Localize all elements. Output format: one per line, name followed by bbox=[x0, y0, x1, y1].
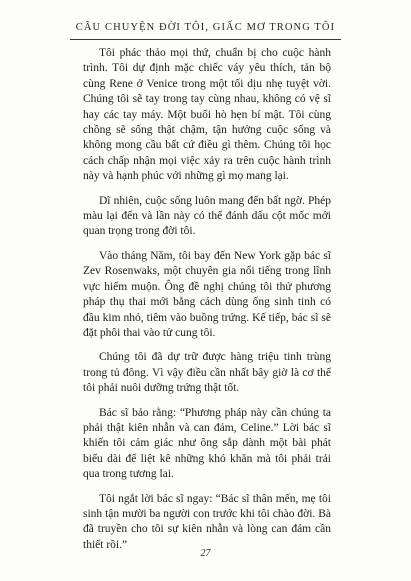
paragraph: Vào tháng Năm, tôi bay đến New York gặp bác sĩ Zev Rosenwaks, một chuyên gia nổi tiếng trong lĩnh vực hiếm muộn. Ông đề nghị chúng tôi thử phương pháp thụ thai mới bằng cách dùng ống sinh tinh có đầu kim nhỏ, tiêm vào buồng trứng. Kế tiếp, bác sĩ sẽ đặt phôi thai vào tử cung tôi. bbox=[83, 249, 331, 339]
paragraph: Dĩ nhiên, cuộc sống luôn mang đến bất ngờ. Phép màu lại đến và lần này có thể đánh dấu cột mốc mới quan trọng trong đời tôi. bbox=[83, 194, 331, 238]
paragraph: Tôi phác thảo mọi thứ, chuẩn bị cho cuộc hành trình. Tôi dự định mặc chiếc váy yêu thích, tản bộ cùng Rene ở Venice trong một tối dịu nhẹ tuyệt vời. Chúng tôi sẽ tay trong tay cùng nhau, không có vệ sĩ hay các tay máy. Một buổi hò hẹn bí mật. Tôi cùng chồng sẽ sống thật chậm, tận hưởng cuộc sống và không mong cầu bất cứ điều gì thêm. Chúng tôi học cách chấp nhận mọi việc xảy ra trên cuộc hành trình này và hạnh phúc với những gì mọ mang lại. bbox=[83, 47, 331, 183]
page-number: 27 bbox=[200, 548, 211, 559]
running-header: CÂU CHUYỆN ĐỜI TÔI, GIẤC MƠ TRONG TÔI bbox=[75, 22, 336, 33]
header-divider bbox=[70, 39, 341, 40]
paragraph: Tôi ngắt lời bác sĩ ngay: “Bác sĩ thân mến, mẹ tôi sinh tận mười ba người con trước khi tôi chào đời. Bà đã truyền cho tôi sự kiên nhẫn và lòng can đảm cần thiết rồi.” bbox=[83, 492, 331, 551]
paragraph: Chúng tôi đã dự trữ được hàng triệu tinh trùng trong tủ đông. Vì vậy điều cần nhất bây giờ là cơ thể tôi phải nuôi dưỡng trứng thật tốt. bbox=[83, 351, 331, 395]
body-text bbox=[83, 46, 331, 562]
paragraph: Bác sĩ bảo rằng: “Phương pháp này cần chúng ta phải thật kiên nhẫn và can đảm, Celine.” Lời bác sĩ khiến tôi cảm giác như ông sắp dành một bài phát biểu dài để liệt kê những khó khăn mà tôi phải trải qua trong tương lai. bbox=[83, 406, 331, 481]
